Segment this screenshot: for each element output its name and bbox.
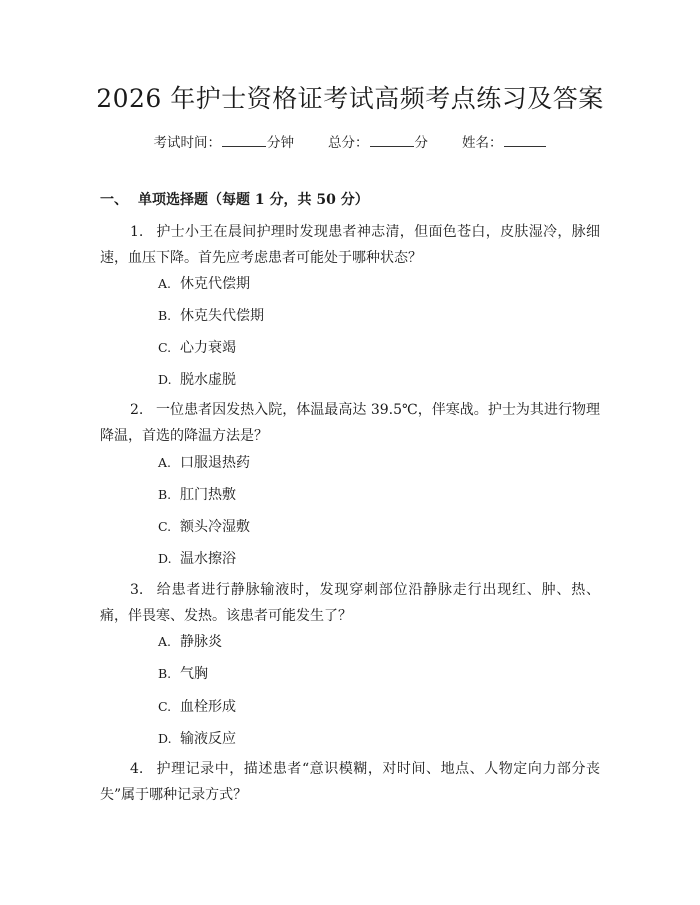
option-text: 休克代偿期 bbox=[180, 276, 250, 292]
option-text: 心力衰竭 bbox=[180, 340, 236, 356]
option-2a[interactable] bbox=[158, 453, 250, 473]
option-letter: C. bbox=[158, 519, 172, 534]
option-letter: A. bbox=[158, 276, 172, 291]
option-3a[interactable] bbox=[158, 632, 222, 652]
option-text: 温水擦浴 bbox=[180, 551, 236, 567]
question-text: 给患者进行静脉输液时，发现穿刺部位沿静脉走行出现红、肿、热、痛，伴畏寒、发热。该患者可能发生了？ bbox=[100, 582, 600, 624]
option-letter: D. bbox=[158, 731, 172, 746]
option-text: 休克失代偿期 bbox=[180, 308, 264, 324]
question-number: 4. bbox=[130, 761, 144, 777]
option-3b[interactable] bbox=[158, 664, 208, 684]
section-title: 单项选择题（每题 1 分，共 50 分） bbox=[138, 192, 369, 208]
question-text: 护理记录中，描述患者“意识模糊，对时间、地点、人物定向力部分丧失”属于哪种记录方式？ bbox=[100, 761, 600, 803]
option-text: 气胸 bbox=[180, 666, 208, 682]
question-text: 一位患者因发热入院，体温最高达 39.5℃，伴寒战。护士为其进行物理降温，首选的降温方法是？ bbox=[100, 402, 600, 444]
question-4 bbox=[100, 756, 600, 808]
section-heading bbox=[100, 190, 369, 210]
option-text: 口服退热药 bbox=[180, 455, 250, 471]
page-title: 2026 年护士资格证考试高频考点练习及答案 bbox=[96, 84, 604, 113]
total-score-field bbox=[328, 131, 428, 153]
question-1 bbox=[100, 219, 600, 271]
option-2c[interactable] bbox=[158, 517, 250, 537]
option-1c[interactable] bbox=[158, 338, 236, 358]
total-score-blank[interactable] bbox=[370, 131, 414, 147]
option-letter: B. bbox=[158, 487, 172, 502]
option-1d[interactable] bbox=[158, 370, 236, 390]
option-2d[interactable] bbox=[158, 549, 236, 569]
total-score-label: 总分： bbox=[328, 135, 369, 151]
option-letter: C. bbox=[158, 340, 172, 355]
exam-meta bbox=[0, 131, 700, 153]
option-text: 脱水虚脱 bbox=[180, 372, 236, 388]
option-1a[interactable] bbox=[158, 274, 250, 294]
option-letter: A. bbox=[158, 455, 172, 470]
option-letter: B. bbox=[158, 308, 172, 323]
name-field bbox=[462, 131, 547, 153]
option-text: 额头冷湿敷 bbox=[180, 519, 250, 535]
option-letter: C. bbox=[158, 699, 172, 714]
section-number: 一、 bbox=[100, 192, 128, 208]
exam-time-blank[interactable] bbox=[222, 131, 266, 147]
option-letter: D. bbox=[158, 372, 172, 387]
question-number: 2. bbox=[130, 402, 144, 418]
question-3 bbox=[100, 577, 600, 629]
option-text: 肛门热敷 bbox=[180, 487, 236, 503]
question-number: 3. bbox=[130, 582, 144, 598]
exam-time-field bbox=[154, 131, 295, 153]
option-2b[interactable] bbox=[158, 485, 236, 505]
question-number: 1. bbox=[130, 224, 144, 240]
option-letter: D. bbox=[158, 551, 172, 566]
option-letter: B. bbox=[158, 666, 172, 681]
name-blank[interactable] bbox=[504, 131, 546, 147]
question-text: 护士小王在晨间护理时发现患者神志清，但面色苍白，皮肤湿冷，脉细速，血压下降。首先应考虑患者可能处于哪种状态？ bbox=[100, 224, 600, 266]
option-text: 血栓形成 bbox=[180, 699, 236, 715]
name-label: 姓名： bbox=[462, 135, 503, 151]
total-score-unit: 分 bbox=[414, 135, 428, 151]
option-text: 输液反应 bbox=[180, 731, 236, 747]
exam-time-label: 考试时间： bbox=[153, 135, 221, 151]
option-letter: A. bbox=[158, 634, 172, 649]
option-3c[interactable] bbox=[158, 697, 236, 717]
option-3d[interactable] bbox=[158, 729, 236, 749]
exam-time-unit: 分钟 bbox=[267, 135, 294, 151]
option-1b[interactable] bbox=[158, 306, 264, 326]
question-2 bbox=[100, 397, 600, 449]
option-text: 静脉炎 bbox=[180, 634, 222, 650]
